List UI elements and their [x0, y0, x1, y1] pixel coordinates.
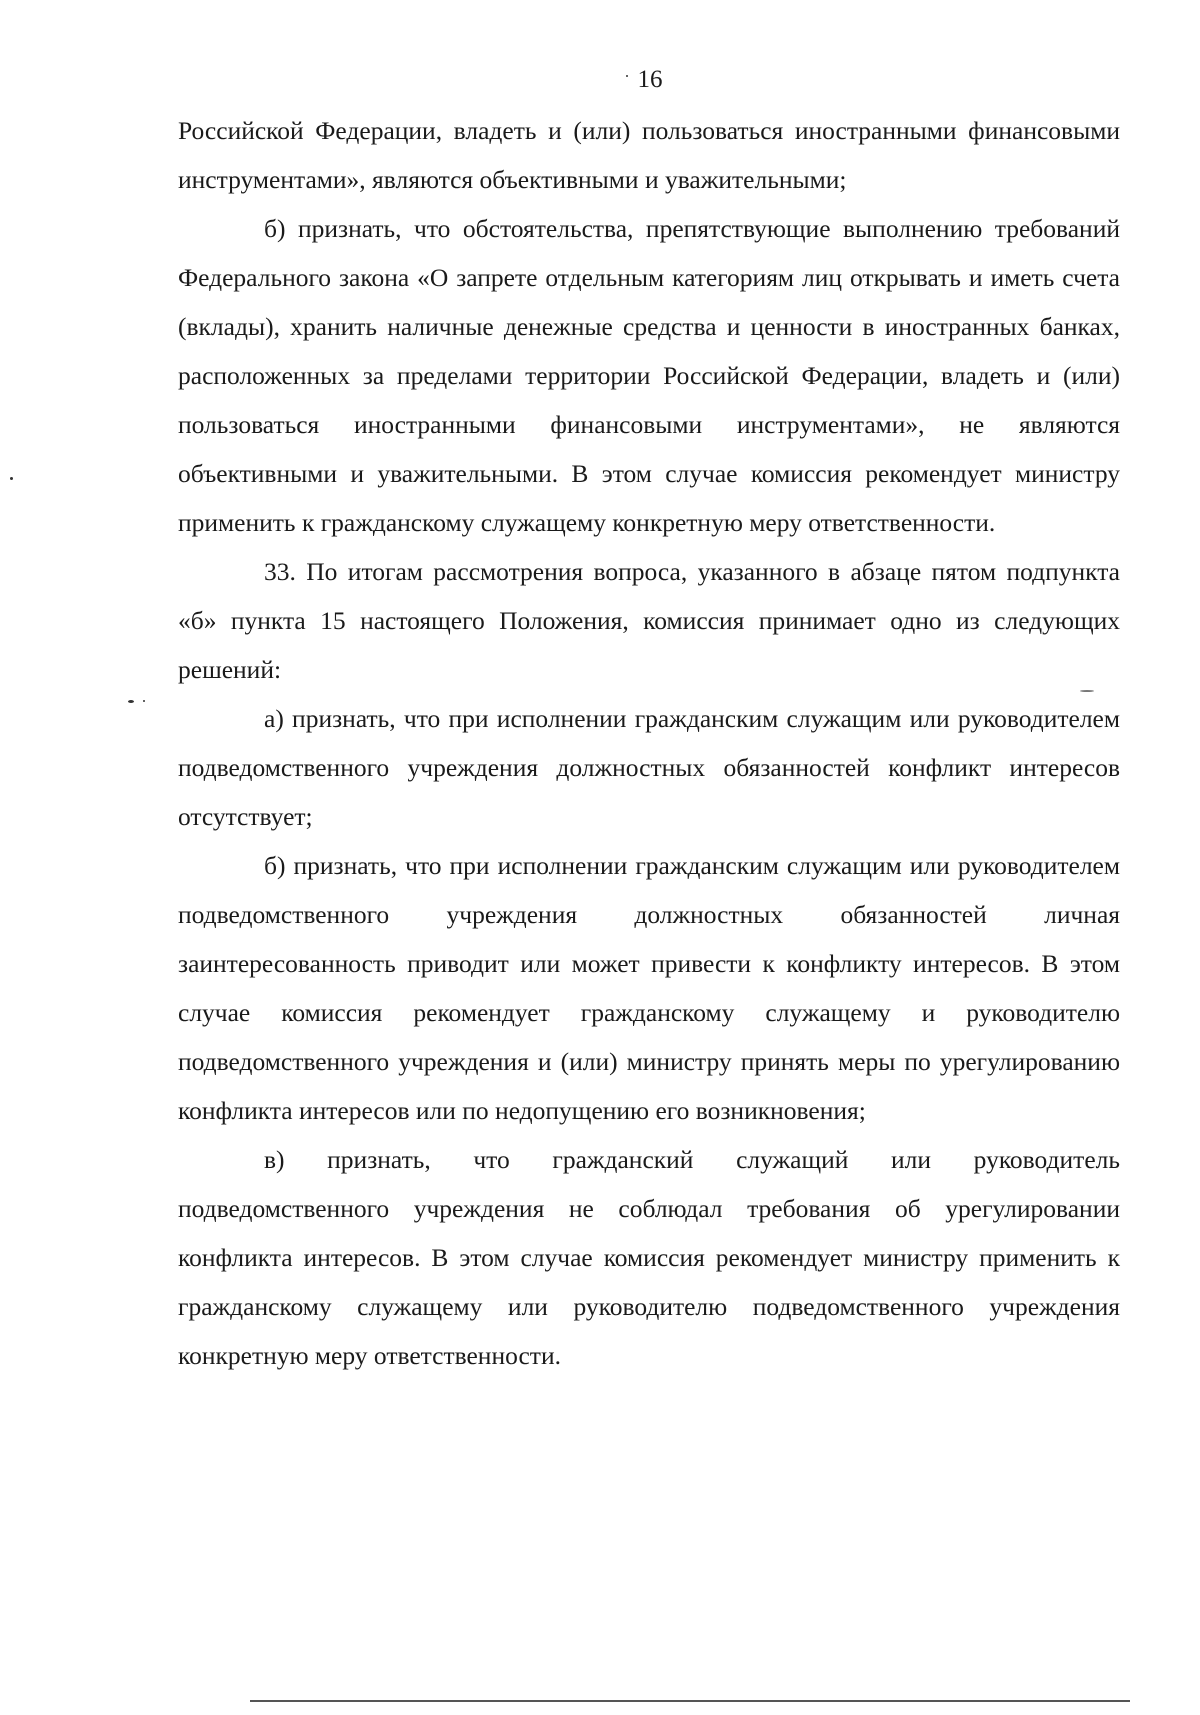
paragraph-item-b-first: б) признать, что обстоятельства, препятствующие выполнению требований Федерального закона «О запрете отдельным категориям лиц открывать и иметь счета (вклады), хранить наличные денежные средства и ценности в иностранных банках, расположенных за пределами территории Российской Федерации, владеть и (или) пользоваться иностранными финансовыми инструментами», не являются объективными и уважительными. В этом случае комиссия рекомендует министру применить к гражданскому служащему конкретную меру ответственности. [178, 214, 1120, 537]
page-number: 16 [637, 66, 663, 93]
scan-speck [1080, 690, 1094, 692]
bottom-rule [250, 1700, 1130, 1702]
scan-speck [626, 75, 628, 77]
paragraph-item-b-second: б) признать, что при исполнении гражданским служащим или руководителем подведомственного учреждения должностных обязанностей личная заинтересованность приводит или может привести к конфликту интересов. В этом случае комиссия рекомендует гражданскому служащему и руководителю подведомственного учреждения и (или) министру принять меры по урегулированию конфликта интересов или по недопущению его возникновения; [178, 851, 1120, 1125]
scan-speck [10, 477, 13, 480]
paragraph-point-33: 33. По итогам рассмотрения вопроса, указанного в абзаце пятом подпункта «б» пункта 15 настоящего Положения, комиссия принимает одно из следующих решений: [178, 557, 1120, 684]
scan-speck [143, 700, 145, 702]
paragraph-item-v: в) признать, что гражданский служащий или руководитель подведомственного учреждения не соблюдал требования об урегулировании конфликта интересов. В этом случае комиссия рекомендует министру применить к гражданскому служащему или руководителю подведомственного учреждения конкретную меру ответственности. [178, 1145, 1120, 1370]
document-body [178, 106, 1120, 1380]
paragraph-continuation: Российской Федерации, владеть и (или) пользоваться иностранными финансовыми инструментами», являются объективными и уважительными; [178, 116, 1120, 194]
paragraph-item-a: а) признать, что при исполнении гражданским служащим или руководителем подведомственного учреждения должностных обязанностей конфликт интересов отсутствует; [178, 704, 1120, 831]
scan-speck [128, 700, 134, 703]
